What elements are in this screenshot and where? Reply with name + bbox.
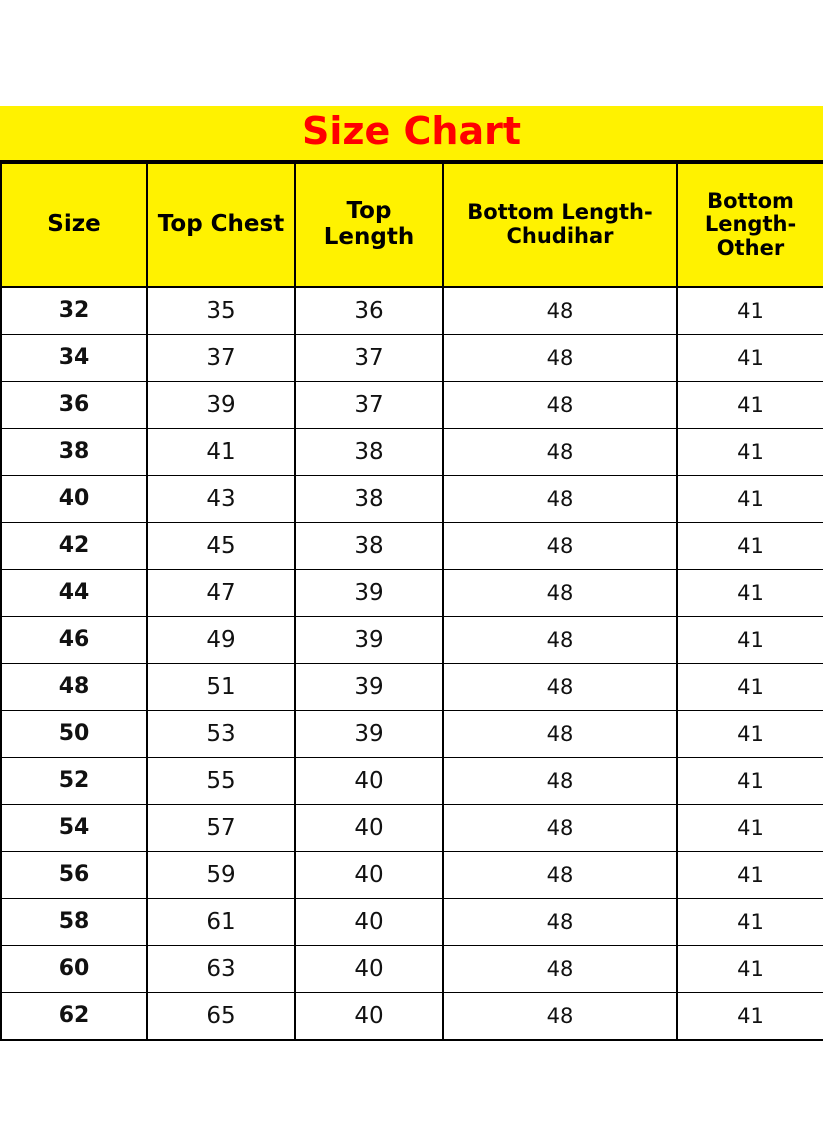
cell-bottom-length-other: 41 bbox=[677, 992, 823, 1040]
table-body bbox=[1, 287, 823, 1040]
cell-bottom-length-chudihar: 48 bbox=[443, 428, 677, 475]
cell-top-length: 38 bbox=[295, 522, 443, 569]
cell-size: 52 bbox=[1, 757, 147, 804]
size-chart-table bbox=[0, 162, 823, 1041]
table-row bbox=[1, 710, 823, 757]
cell-top-length: 39 bbox=[295, 710, 443, 757]
cell-size: 34 bbox=[1, 334, 147, 381]
cell-bottom-length-chudihar: 48 bbox=[443, 522, 677, 569]
table-row bbox=[1, 992, 823, 1040]
cell-top-chest: 55 bbox=[147, 757, 295, 804]
cell-bottom-length-chudihar: 48 bbox=[443, 663, 677, 710]
cell-bottom-length-chudihar: 48 bbox=[443, 381, 677, 428]
cell-top-chest: 37 bbox=[147, 334, 295, 381]
cell-bottom-length-other: 41 bbox=[677, 851, 823, 898]
cell-top-length: 36 bbox=[295, 287, 443, 335]
cell-bottom-length-other: 41 bbox=[677, 804, 823, 851]
table-row bbox=[1, 428, 823, 475]
table-row bbox=[1, 757, 823, 804]
cell-bottom-length-chudihar: 48 bbox=[443, 710, 677, 757]
table-row bbox=[1, 898, 823, 945]
cell-size: 60 bbox=[1, 945, 147, 992]
cell-top-chest: 49 bbox=[147, 616, 295, 663]
cell-top-chest: 51 bbox=[147, 663, 295, 710]
cell-bottom-length-other: 41 bbox=[677, 475, 823, 522]
page-title: Size Chart bbox=[301, 109, 521, 153]
cell-top-chest: 65 bbox=[147, 992, 295, 1040]
cell-top-chest: 57 bbox=[147, 804, 295, 851]
cell-bottom-length-chudihar: 48 bbox=[443, 898, 677, 945]
cell-size: 54 bbox=[1, 804, 147, 851]
cell-bottom-length-other: 41 bbox=[677, 334, 823, 381]
cell-top-length: 40 bbox=[295, 757, 443, 804]
cell-top-length: 37 bbox=[295, 334, 443, 381]
column-header-size: Size bbox=[1, 163, 147, 287]
cell-top-length: 38 bbox=[295, 428, 443, 475]
table-row bbox=[1, 522, 823, 569]
cell-size: 36 bbox=[1, 381, 147, 428]
cell-bottom-length-chudihar: 48 bbox=[443, 851, 677, 898]
cell-top-length: 39 bbox=[295, 616, 443, 663]
cell-bottom-length-other: 41 bbox=[677, 945, 823, 992]
table-row bbox=[1, 334, 823, 381]
cell-size: 42 bbox=[1, 522, 147, 569]
column-header-bottom-length-chudihar: Bottom Length-Chudihar bbox=[443, 163, 677, 287]
cell-top-length: 40 bbox=[295, 945, 443, 992]
cell-top-chest: 43 bbox=[147, 475, 295, 522]
cell-bottom-length-chudihar: 48 bbox=[443, 334, 677, 381]
cell-top-length: 40 bbox=[295, 804, 443, 851]
cell-size: 58 bbox=[1, 898, 147, 945]
cell-bottom-length-other: 41 bbox=[677, 428, 823, 475]
table-header-row bbox=[1, 163, 823, 287]
cell-bottom-length-other: 41 bbox=[677, 663, 823, 710]
cell-top-chest: 35 bbox=[147, 287, 295, 335]
cell-bottom-length-chudihar: 48 bbox=[443, 287, 677, 335]
cell-top-length: 40 bbox=[295, 851, 443, 898]
cell-size: 40 bbox=[1, 475, 147, 522]
cell-top-length: 37 bbox=[295, 381, 443, 428]
table-row bbox=[1, 569, 823, 616]
cell-size: 44 bbox=[1, 569, 147, 616]
cell-bottom-length-other: 41 bbox=[677, 381, 823, 428]
cell-bottom-length-other: 41 bbox=[677, 287, 823, 335]
cell-top-chest: 39 bbox=[147, 381, 295, 428]
cell-bottom-length-chudihar: 48 bbox=[443, 569, 677, 616]
cell-size: 62 bbox=[1, 992, 147, 1040]
column-header-top-length: Top Length bbox=[295, 163, 443, 287]
table-row bbox=[1, 804, 823, 851]
table-row bbox=[1, 851, 823, 898]
cell-bottom-length-other: 41 bbox=[677, 898, 823, 945]
cell-bottom-length-chudihar: 48 bbox=[443, 992, 677, 1040]
cell-top-length: 38 bbox=[295, 475, 443, 522]
cell-top-length: 39 bbox=[295, 663, 443, 710]
table-row bbox=[1, 945, 823, 992]
cell-bottom-length-other: 41 bbox=[677, 710, 823, 757]
cell-top-length: 40 bbox=[295, 992, 443, 1040]
chart-title-bar bbox=[0, 106, 823, 162]
cell-top-chest: 59 bbox=[147, 851, 295, 898]
cell-top-chest: 53 bbox=[147, 710, 295, 757]
table-row bbox=[1, 475, 823, 522]
cell-bottom-length-other: 41 bbox=[677, 616, 823, 663]
size-chart-container bbox=[0, 106, 823, 1041]
cell-size: 38 bbox=[1, 428, 147, 475]
cell-top-length: 39 bbox=[295, 569, 443, 616]
cell-bottom-length-chudihar: 48 bbox=[443, 475, 677, 522]
cell-size: 32 bbox=[1, 287, 147, 335]
cell-top-chest: 41 bbox=[147, 428, 295, 475]
cell-top-chest: 47 bbox=[147, 569, 295, 616]
cell-top-length: 40 bbox=[295, 898, 443, 945]
cell-bottom-length-chudihar: 48 bbox=[443, 757, 677, 804]
cell-bottom-length-chudihar: 48 bbox=[443, 804, 677, 851]
cell-size: 48 bbox=[1, 663, 147, 710]
table-row bbox=[1, 287, 823, 335]
cell-bottom-length-chudihar: 48 bbox=[443, 616, 677, 663]
cell-size: 50 bbox=[1, 710, 147, 757]
cell-size: 46 bbox=[1, 616, 147, 663]
column-header-top-chest: Top Chest bbox=[147, 163, 295, 287]
cell-size: 56 bbox=[1, 851, 147, 898]
cell-bottom-length-other: 41 bbox=[677, 757, 823, 804]
cell-bottom-length-other: 41 bbox=[677, 522, 823, 569]
cell-bottom-length-chudihar: 48 bbox=[443, 945, 677, 992]
table-row bbox=[1, 381, 823, 428]
cell-top-chest: 61 bbox=[147, 898, 295, 945]
column-header-bottom-length-other: Bottom Length-Other bbox=[677, 163, 823, 287]
cell-top-chest: 63 bbox=[147, 945, 295, 992]
cell-top-chest: 45 bbox=[147, 522, 295, 569]
cell-bottom-length-other: 41 bbox=[677, 569, 823, 616]
table-row bbox=[1, 616, 823, 663]
table-row bbox=[1, 663, 823, 710]
